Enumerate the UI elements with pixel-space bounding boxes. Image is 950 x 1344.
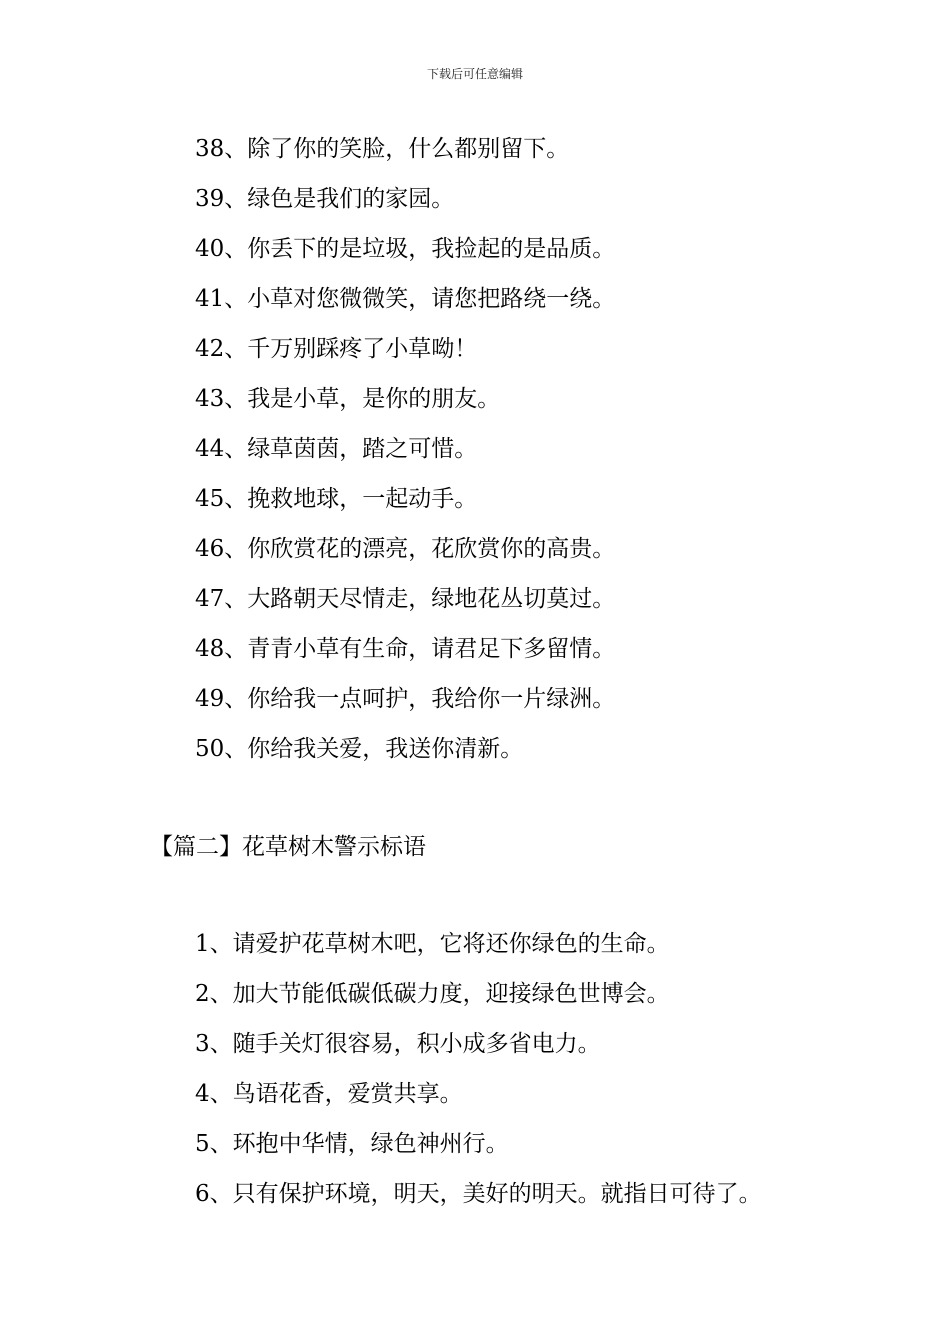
list-item: 47、大路朝天尽情走，绿地花丛切莫过。: [195, 586, 616, 612]
list-item: 1、请爱护花草树木吧，它将还你绿色的生命。: [195, 931, 670, 957]
section-heading: 【篇二】花草树木警示标语: [150, 834, 426, 860]
list-item: 42、千万别踩疼了小草呦！: [195, 336, 478, 362]
list-item: 48、青青小草有生命，请君足下多留情。: [195, 636, 616, 662]
list-item: 45、挽救地球，一起动手。: [195, 486, 478, 512]
list-item: 6、只有保护环境，明天，美好的明天。就指日可待了。: [195, 1181, 762, 1207]
list-item: 38、除了你的笑脸，什么都别留下。: [195, 136, 570, 162]
slogan-list-two: [195, 919, 762, 1219]
page-header: 下载后可任意编辑: [426, 67, 523, 81]
list-item: 49、你给我一点呵护，我给你一片绿洲。: [195, 686, 616, 712]
list-item: 3、随手关灯很容易，积小成多省电力。: [195, 1031, 601, 1057]
list-item: 43、我是小草，是你的朋友。: [195, 386, 501, 412]
slogan-list-one: [195, 124, 615, 774]
list-item: 2、加大节能低碳低碳力度，迎接绿色世博会。: [195, 981, 670, 1007]
list-item: 44、绿草茵茵，踏之可惜。: [195, 436, 478, 462]
list-item: 4、鸟语花香，爱赏共享。: [195, 1081, 463, 1107]
list-item: 41、小草对您微微笑，请您把路绕一绕。: [195, 286, 616, 312]
list-item: 46、你欣赏花的漂亮，花欣赏你的高贵。: [195, 536, 616, 562]
list-item: 50、你给我关爱，我送你清新。: [195, 736, 524, 762]
list-item: 5、环抱中华情，绿色神州行。: [195, 1131, 509, 1157]
list-item: 39、绿色是我们的家园。: [195, 186, 455, 212]
list-item: 40、你丢下的是垃圾，我捡起的是品质。: [195, 236, 616, 262]
